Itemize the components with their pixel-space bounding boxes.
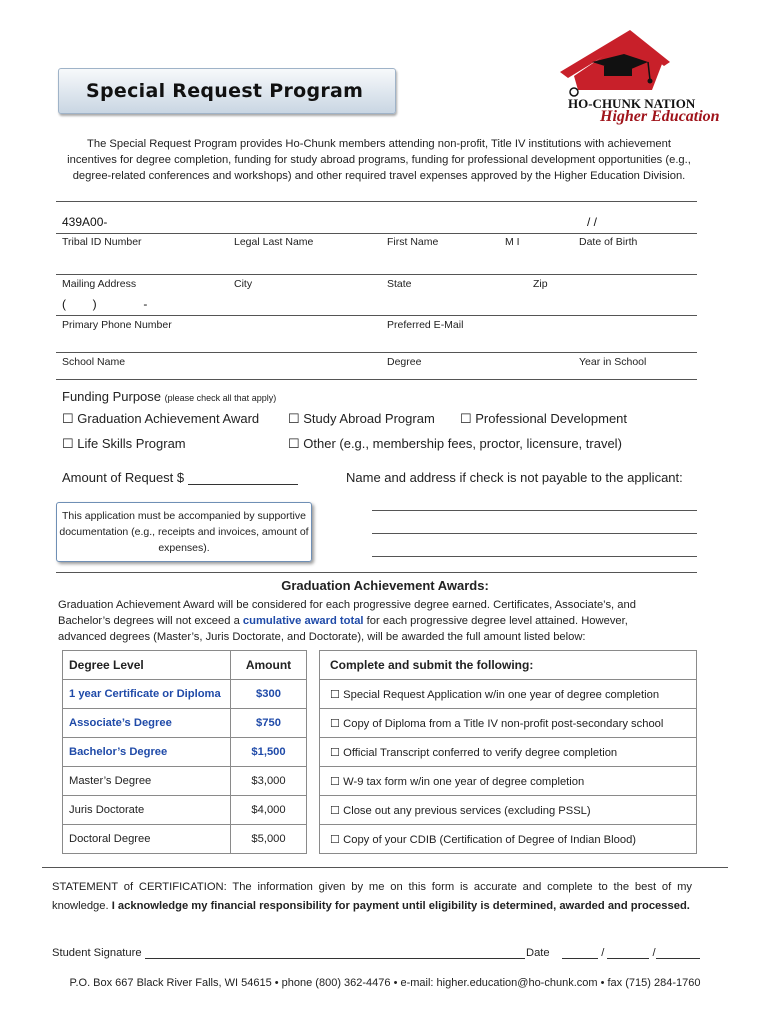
phone-label: Primary Phone Number (62, 319, 172, 331)
page-title: Special Request Program (86, 80, 364, 102)
amount-cell: $3,000 (231, 767, 307, 796)
requirement-checkbox[interactable]: ☐ Official Transcript conferred to verify degree completion (320, 738, 697, 767)
requirement-checkbox[interactable]: ☐ Special Request Application w/in one year of degree completion (320, 680, 697, 709)
section-divider (56, 572, 697, 573)
degree-level-cell: Juris Doctorate (63, 796, 231, 825)
year-label: Year in School (579, 356, 647, 368)
payee-line[interactable] (372, 533, 697, 534)
funding-purpose-title: Funding Purpose (please check all that apply) (62, 389, 277, 404)
requirement-checkbox[interactable]: ☐ W-9 tax form w/in one year of degree completion (320, 767, 697, 796)
payee-line[interactable] (372, 556, 697, 557)
complete-header: Complete and submit the following: (320, 651, 697, 680)
degree-level-cell: Bachelor’s Degree (63, 738, 231, 767)
logo-nation-text: HO-CHUNK NATION (568, 96, 696, 111)
date-day-input[interactable] (607, 958, 649, 959)
requirement-checkbox[interactable]: ☐ Copy of Diploma from a Title IV non-profit post-secondary school (320, 709, 697, 738)
section-divider (56, 379, 697, 380)
amount-request: Amount of Request $ (62, 470, 298, 485)
checkbox-life-skills[interactable]: ☐ Life Skills Program (62, 436, 186, 451)
field-line[interactable] (56, 274, 697, 275)
mailing-label: Mailing Address (62, 278, 137, 290)
footer-contact: P.O. Box 667 Black River Falls, WI 54615 • phone (800) 362-4476 • e-mail: higher.education@ho-chunk.com • fax (715) 284-1760 (69, 977, 701, 989)
date-year-input[interactable] (656, 958, 700, 959)
field-line[interactable] (56, 315, 697, 316)
requirement-checkbox[interactable]: ☐ Close out any previous services (excluding PSSL) (320, 796, 697, 825)
checkbox-graduation-award[interactable]: ☐ Graduation Achievement Award (62, 411, 260, 426)
mi-label: M I (505, 236, 520, 248)
field-line[interactable] (56, 233, 697, 234)
state-label: State (387, 278, 412, 290)
payee-line[interactable] (372, 510, 697, 511)
intro-paragraph: The Special Request Program provides Ho-Chunk members attending non-profit, Title IV institutions with achievement incentives for degree completion, funding for study abroad programs, funding for professional development opportunities (e.g., degree-related conferences and workshops) and other required travel expenses approved by the Higher Education Division. (67, 138, 691, 182)
amount-cell: $300 (231, 680, 307, 709)
documentation-notice: This application must be accompanied by supportive documentation (e.g., receipts and invoices, amount of expenses). (56, 502, 312, 562)
section-divider (56, 201, 697, 202)
section-divider (42, 867, 728, 868)
field-line[interactable] (56, 352, 697, 353)
email-label: Preferred E-Mail (387, 319, 464, 331)
signature-input[interactable] (145, 958, 525, 959)
amount-cell: $4,000 (231, 796, 307, 825)
certification-bold: I acknowledge my financial responsibility for payment until eligibility is determined, awarded and processed. (111, 900, 690, 912)
degree-level-cell: 1 year Certificate or Diploma (63, 680, 231, 709)
requirements-table (319, 650, 697, 854)
date-row: Date / / (526, 947, 700, 959)
degree-level-cell: Associate’s Degree (63, 709, 231, 738)
gaa-paragraph: Graduation Achievement Award will be considered for each progressive degree earned. Certificates, Associate’s, and Bachelor’s degrees will not exceed a cumulative award total for each progressive degree level attained. However, advanced degrees (Master’s, Juris Doctorate, and Doctorate), will be awarded the full amount listed below: (58, 599, 636, 643)
tribal-id-label: Tribal ID Number (62, 236, 142, 248)
amount-input[interactable] (188, 484, 298, 485)
gaa-title: Graduation Achievement Awards: (281, 578, 489, 593)
degree-level-cell: Master’s Degree (63, 767, 231, 796)
dob-slashes: / / (587, 215, 598, 229)
logo-higher-education-text: Higher Education (600, 108, 720, 125)
last-name-label: Legal Last Name (234, 236, 314, 248)
checkbox-professional-development[interactable]: ☐ Professional Development (460, 411, 628, 426)
signature-row: Student Signature (52, 947, 525, 959)
checkbox-study-abroad[interactable]: ☐ Study Abroad Program (288, 411, 435, 426)
date-month-input[interactable] (562, 958, 598, 959)
phone-value: ( ) - (62, 297, 148, 311)
cumulative-highlight: cumulative award total (242, 615, 364, 627)
amount-header: Amount (231, 651, 307, 680)
degree-label: Degree (387, 356, 422, 368)
amount-cell: $5,000 (231, 825, 307, 854)
amount-cell: $1,500 (231, 738, 307, 767)
zip-label: Zip (533, 278, 548, 290)
requirement-checkbox[interactable]: ☐ Copy of your CDIB (Certification of Degree of Indian Blood) (320, 825, 697, 854)
city-label: City (234, 278, 253, 290)
checkbox-other[interactable]: ☐ Other (e.g., membership fees, proctor, licensure, travel) (288, 436, 622, 451)
degree-level-cell: Doctoral Degree (63, 825, 231, 854)
payee-label: Name and address if check is not payable to the applicant: (346, 470, 683, 485)
school-label: School Name (62, 356, 126, 368)
certification-statement: STATEMENT of CERTIFICATION: The information given by me on this form is accurate and complete to the best of my knowledge. I acknowledge my financial responsibility for payment until eligibility is determined, awarded and processed. (52, 881, 692, 912)
funding-purpose-note: (please check all that apply) (164, 393, 277, 403)
tribal-id-value: 439A00- (62, 215, 108, 229)
dob-label: Date of Birth (579, 236, 638, 248)
degree-level-header: Degree Level (63, 651, 231, 680)
amount-cell: $750 (231, 709, 307, 738)
degree-table (62, 650, 307, 854)
first-name-label: First Name (387, 236, 439, 248)
